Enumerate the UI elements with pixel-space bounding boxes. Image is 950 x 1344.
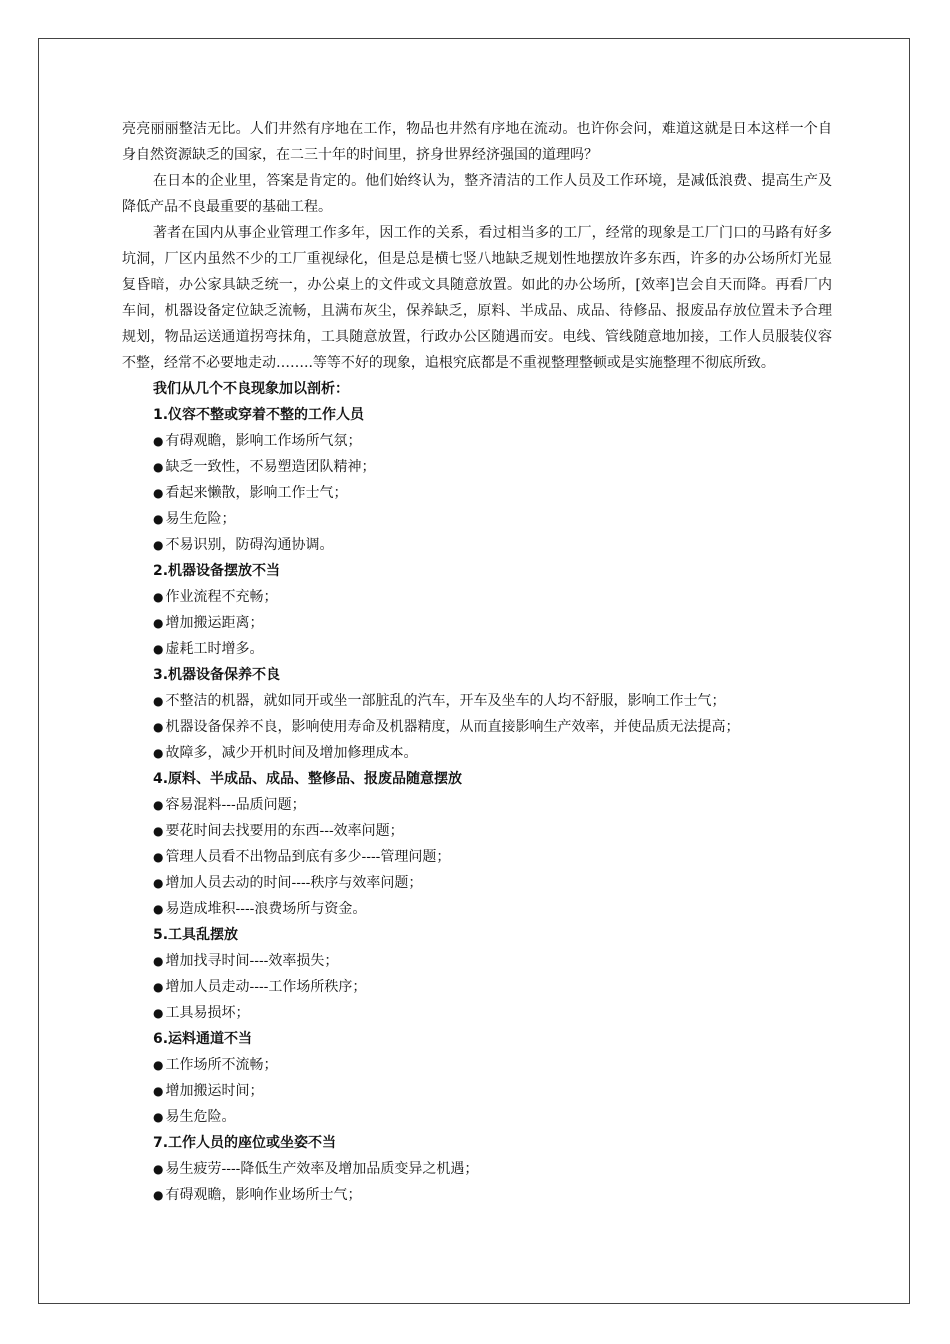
section-heading: 3.机器设备保养不良 (153, 667, 281, 683)
bullet-dot-icon: ● (153, 954, 164, 968)
bullet-item (122, 428, 832, 454)
bullet-item (122, 948, 832, 974)
bullet-text: 机器设备保养不良，影响使用寿命及机器精度，从而直接影响生产效率，并使品质无法提高； (165, 719, 740, 735)
bullet-item (122, 506, 832, 532)
paragraph: 在日本的企业里，答案是肯定的。他们始终认为，整齐清洁的工作人员及工作环境，是减低浪费、提高生产及降低产品不良最重要的基础工程。 (122, 173, 832, 215)
section-heading: 4.原料、半成品、成品、整修品、报废品随意摆放 (153, 771, 463, 787)
bullet-dot-icon: ● (153, 798, 164, 812)
bullet-text: 增加搬运时间； (165, 1083, 264, 1099)
bullet-item (122, 1182, 832, 1208)
bullet-list (122, 1052, 832, 1130)
bullet-text: 有碍观瞻，影响作业场所士气； (165, 1187, 362, 1203)
bullet-text: 故障多，减少开机时间及增加修理成本。 (165, 745, 418, 761)
section-heading: 6.运料通道不当 (153, 1031, 253, 1047)
bullet-text: 易生危险。 (165, 1109, 236, 1125)
bullet-dot-icon: ● (153, 486, 164, 500)
bullet-list (122, 428, 832, 558)
bullet-item (122, 1156, 832, 1182)
bullet-item (122, 974, 832, 1000)
bullet-dot-icon: ● (153, 460, 164, 474)
bullet-dot-icon: ● (153, 876, 164, 890)
bullet-dot-icon: ● (153, 1162, 164, 1176)
bullet-dot-icon: ● (153, 512, 164, 526)
bullet-dot-icon: ● (153, 590, 164, 604)
bullet-item (122, 1000, 832, 1026)
bullet-item (122, 532, 832, 558)
bullet-item (122, 454, 832, 480)
bullet-dot-icon: ● (153, 642, 164, 656)
bullet-item (122, 714, 832, 740)
bullet-dot-icon: ● (153, 980, 164, 994)
bullet-item (122, 740, 832, 766)
bullet-item (122, 1052, 832, 1078)
section-heading: 2.机器设备摆放不当 (153, 563, 281, 579)
bullet-dot-icon: ● (153, 1058, 164, 1072)
bullet-dot-icon: ● (153, 746, 164, 760)
section-heading: 1.仪容不整或穿着不整的工作人员 (153, 407, 365, 423)
bullet-dot-icon: ● (153, 902, 164, 916)
bullet-text: 有碍观瞻，影响工作场所气氛； (165, 433, 362, 449)
bullet-dot-icon: ● (153, 1006, 164, 1020)
bullet-item (122, 1078, 832, 1104)
bullet-dot-icon: ● (153, 1084, 164, 1098)
bullet-dot-icon: ● (153, 694, 164, 708)
bullet-item (122, 844, 832, 870)
bullet-list (122, 792, 832, 922)
bullet-item (122, 688, 832, 714)
bullet-list (122, 948, 832, 1026)
bullet-item (122, 870, 832, 896)
bullet-dot-icon: ● (153, 824, 164, 838)
bullet-text: 不整洁的机器，就如同开或坐一部脏乱的汽车，开车及坐车的人均不舒服，影响工作士气； (165, 693, 726, 709)
bullet-dot-icon: ● (153, 538, 164, 552)
document-body (122, 116, 832, 1208)
bullet-dot-icon: ● (153, 616, 164, 630)
bullet-dot-icon: ● (153, 434, 164, 448)
bullet-item (122, 1104, 832, 1130)
bullet-text: 不易识别，防碍沟通协调。 (165, 537, 334, 553)
bullet-list (122, 584, 832, 662)
bullet-text: 易生危险； (165, 511, 236, 527)
bullet-text: 工具易损坏； (165, 1005, 250, 1021)
bullet-item (122, 480, 832, 506)
bullet-text: 缺乏一致性，不易塑造团队精神； (165, 459, 376, 475)
bullet-text: 增加人员走动----工作场所秩序； (165, 979, 367, 995)
bullet-text: 易生疲劳----降低生产效率及增加品质变异之机遇； (165, 1161, 479, 1177)
bullet-item (122, 818, 832, 844)
bullet-item (122, 896, 832, 922)
bullet-text: 看起来懒散，影响工作士气； (165, 485, 348, 501)
bullet-text: 增加找寻时间----效率损失； (165, 953, 339, 969)
bullet-list (122, 1156, 832, 1208)
bullet-dot-icon: ● (153, 850, 164, 864)
bullet-dot-icon: ● (153, 720, 164, 734)
paragraph: 著者在国内从事企业管理工作多年，因工作的关系，看过相当多的工厂，经常的现象是工厂门口的马路有好多坑洞，厂区内虽然不少的工厂重视绿化，但是总是横七竖八地缺乏规划性地摆放许多东西，许多的办公场所灯光显复昏暗，办公家具缺乏统一，办公桌上的文件或文具随意放置。如此的办公场所，[效率]岂会自天而降。再看厂内车间，机器设备定位缺乏流畅，且满布灰尘，保养缺乏，原料、半成品、成品、待修品、报废品存放位置未予合理规划，物品运送通道拐弯抹角，工具随意放置，行政办公区随遇而安。电线、管线随意地加接，工作人员服装仪容不整，经常不必要地走动……..等等不好的现象，追根究底都是不重视整理整顿或是实施整理不彻底所致。 (122, 225, 832, 371)
section-heading: 5.工具乱摆放 (153, 927, 239, 943)
paragraph: 亮亮丽丽整洁无比。人们井然有序地在工作，物品也井然有序地在流动。也许你会问，难道这就是日本这样一个自身自然资源缺乏的国家，在二三十年的时间里，挤身世界经济强国的道理吗？ (122, 121, 832, 163)
intro-heading: 我们从几个不良现象加以剖析： (153, 381, 349, 397)
bullet-text: 工作场所不流畅； (165, 1057, 278, 1073)
bullet-text: 增加搬运距离； (165, 615, 264, 631)
bullet-list (122, 688, 832, 766)
bullet-text: 作业流程不充畅； (165, 589, 278, 605)
bullet-text: 增加人员去动的时间----秩序与效率问题； (165, 875, 423, 891)
bullet-item (122, 610, 832, 636)
bullet-text: 易造成堆积----浪费场所与资金。 (165, 901, 367, 917)
sections-container (122, 402, 832, 1208)
bullet-text: 要花时间去找要用的东西---效率问题； (165, 823, 404, 839)
bullet-item (122, 636, 832, 662)
bullet-item (122, 792, 832, 818)
bullet-text: 管理人员看不出物品到底有多少----管理问题； (165, 849, 451, 865)
bullet-text: 容易混料---品质问题； (165, 797, 306, 813)
bullet-dot-icon: ● (153, 1110, 164, 1124)
bullet-dot-icon: ● (153, 1188, 164, 1202)
bullet-text: 虚耗工时增多。 (165, 641, 264, 657)
section-heading: 7.工作人员的座位或坐姿不当 (153, 1135, 337, 1151)
bullet-item (122, 584, 832, 610)
